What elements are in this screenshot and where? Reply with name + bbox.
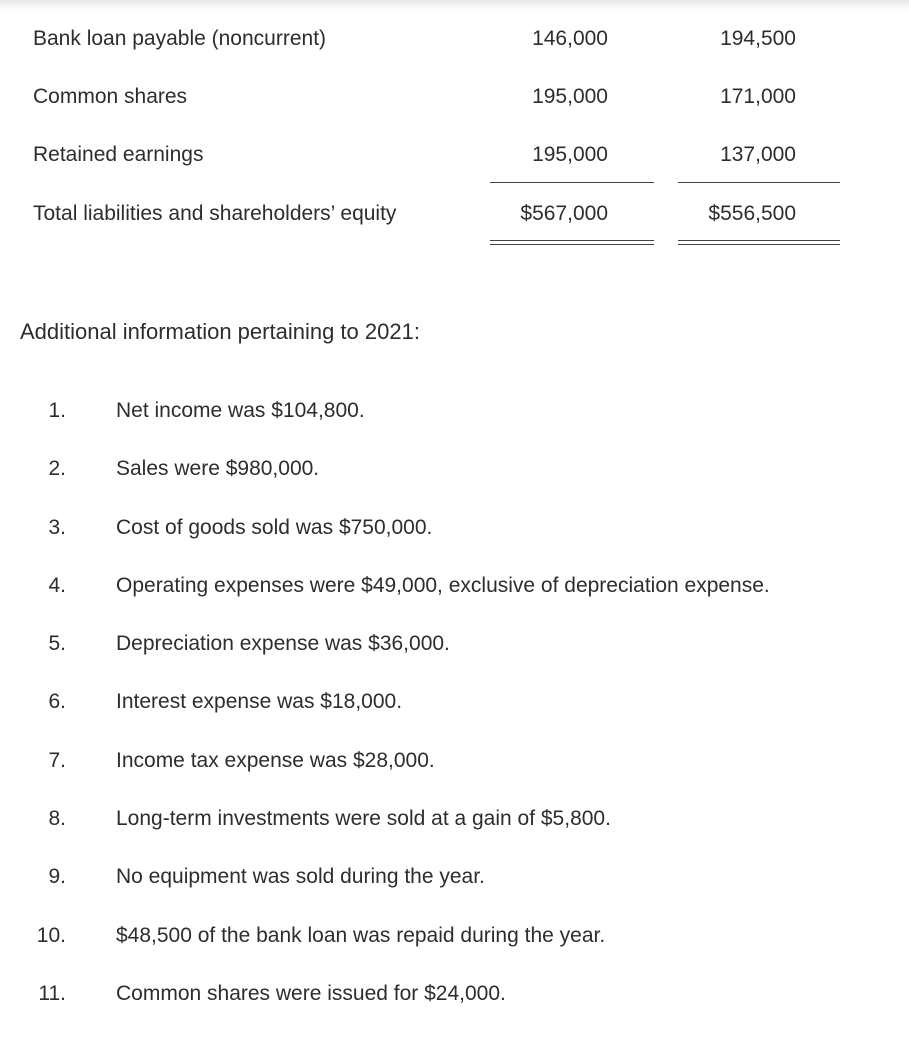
value-2021: 195,000 [532,143,608,166]
total-label: Total liabilities and shareholders’ equity [33,202,397,225]
list-item [0,804,909,862]
balance-row-bank-loan [0,24,909,54]
item-text: Sales were $980,000. [116,457,320,481]
item-text: Cost of goods sold was $750,000. [116,515,433,539]
list-item [0,979,909,1037]
list-item [0,513,909,571]
list-item [0,629,909,687]
item-text: Net income was $104,800. [116,399,365,422]
list-item [0,687,909,745]
item-number: 6. [48,690,66,714]
item-text: Common shares were issued for $24,000. [116,981,506,1005]
item-number: 2. [48,457,66,481]
list-item [0,454,909,512]
item-number: 1. [48,399,66,422]
value-2020: 137,000 [720,143,796,166]
list-item [0,571,909,629]
value-2021: 195,000 [532,85,608,108]
additional-info-title: Additional information pertaining to 2021: [20,319,420,344]
list-item [0,921,909,979]
total-2020: $556,500 [708,202,796,225]
item-number: 8. [48,807,66,831]
value-2020: 171,000 [720,85,796,108]
item-number: 3. [48,515,66,539]
additional-info-list [0,396,909,1037]
double-rule-2020 [678,240,840,245]
list-item [0,396,909,454]
item-number: 5. [48,632,66,656]
item-text: $48,500 of the bank loan was repaid during the year. [116,923,606,947]
item-number: 9. [48,865,66,889]
item-text: Long-term investments were sold at a gain of $5,800. [116,807,611,831]
balance-row-retained-earnings [0,140,909,170]
row-label: Retained earnings [33,143,204,166]
list-item [0,746,909,804]
item-text: Depreciation expense was $36,000. [116,632,450,656]
balance-row-total [0,199,909,229]
top-edge-shadow [0,0,909,10]
total-2021: $567,000 [520,202,608,225]
row-label: Common shares [33,85,188,108]
item-text: Interest expense was $18,000. [116,690,403,714]
item-number: 7. [48,748,66,772]
double-rule-2021 [490,240,654,245]
item-text: Operating expenses were $49,000, exclusive of depreciation expense. [116,573,770,597]
item-number: 10. [36,923,66,947]
item-text: No equipment was sold during the year. [116,865,485,889]
value-2021: 146,000 [532,27,608,50]
balance-row-common-shares [0,82,909,112]
item-number: 4. [48,573,66,597]
item-number: 11. [38,981,66,1005]
subtotal-rule-2020 [678,182,840,183]
subtotal-rule-2021 [490,182,654,183]
list-item [0,862,909,920]
value-2020: 194,500 [720,27,796,50]
row-label: Bank loan payable (noncurrent) [33,27,327,50]
item-text: Income tax expense was $28,000. [116,748,435,772]
